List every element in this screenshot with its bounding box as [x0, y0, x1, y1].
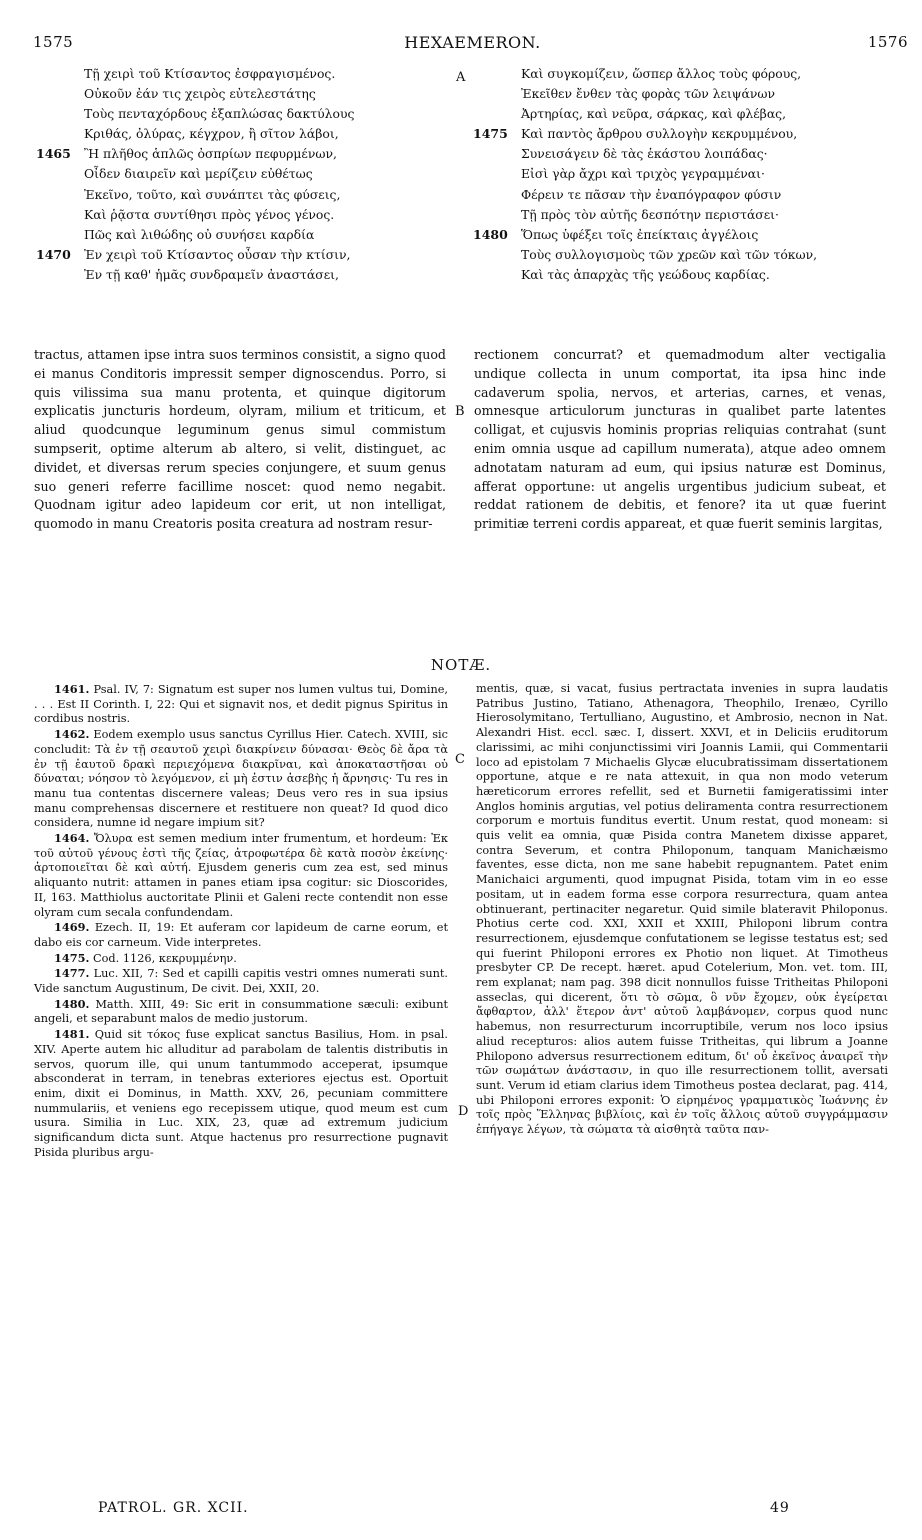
note-text: Ὄλυρα est semen medium inter frumentum, et hordeum: Ἐκ τοῦ αὐτοῦ γένους ἐστὶ τῆς ζείας, ἀτροφωτέρα δὲ κατὰ ποσὸν ἐκείνης· ἀρτοποιεῖται δὲ καὶ αὐτή. Ejusdem generis cum zea est, sed minus aliquanto nutrit: attamen in panes etiam ipsa cogitur: sic Dioscorides, II, 163. Matthiolus auctoritate Plinii et Galeni recte contendit non esse olyram cum secala confundendam.	[34, 832, 448, 919]
margin-marker-c: C	[455, 752, 465, 767]
margin-marker-d: D	[458, 1104, 469, 1119]
footer-volume: PATROL. GR. XCII.	[98, 1500, 249, 1516]
verse-line	[84, 185, 454, 205]
latin-paragraph: tractus, attamen ipse intra suos terminos consistit, a signo quod ei manus Conditoris impressit semper dignoscendus. Porro, si quis vilissima sua manu protenta, et quinque digitorum explicatis juncturis hordeum, olyram, milium et triticum, et aliud quodcunque leguminum genus simul commistum sumpserit, optime alterum ab altero, si velit, distinguet, ac dividet, et diversas rerum species conjungere, et suum genus suo generi referre facillime noscet: quod nemo negabit. Quodnam igitur adeo lapideum cor erit, ut non intelligat, quomodo in manu Creatoris posita creatura ad nostram resur-	[34, 347, 446, 532]
verse-text: Τῇ πρὸς τὸν αὐτῆς δεσπότην περιστάσει·	[521, 206, 779, 222]
verse-line	[36, 245, 454, 265]
note-text: Quid sit τόκος fuse explicat sanctus Basilius, Hom. in psal. XIV. Aperte autem hic alluditur ad parabolam de talentis distributis in servos, quorum ille, qui unum tantummodo acceperat, ipsumque absconderat in terram, in tenebras exteriores ejectus est. Oportuit enim, dixit ei Dominus, in Matth. XXV, 26, pecuniam committere nummulariis, et veniens ego recepissem utique, quod meum est cum usura. Similia in Luc. XIX, 23, quæ ad extremum judicium significandum dicta sunt. Atque hactenus pro resurrectione pugnavit Pisida pluribus argu-	[34, 1028, 449, 1159]
verse-text: Κριθάς, ὀλύρας, κέγχρον, ἢ σῖτον λάβοι,	[84, 126, 339, 142]
verse-line	[473, 225, 901, 245]
verse-line	[521, 64, 901, 84]
verse-line	[84, 225, 454, 245]
note-number: 1464.	[54, 831, 90, 846]
note-entry	[34, 727, 448, 831]
verse-text: Ἀρτηρίας, καὶ νεῦρα, σάρκας, καὶ φλέβας,	[521, 106, 787, 122]
notes-heading: NOTÆ.	[430, 656, 492, 674]
verse-text: Τοὺς συλλογισμοὺς τῶν χρεῶν καὶ τῶν τόκων,	[521, 246, 818, 262]
verse-text: Τῇ χειρὶ τοῦ Κτίσαντος ἐσφραγισμένος.	[84, 66, 336, 81]
note-text: Matth. XIII, 49: Sic erit in consummatione sæculi: exibunt angeli, et separabunt malos de medio justorum.	[34, 997, 449, 1026]
verse-text: Ἐν χειρὶ τοῦ Κτίσαντος οὖσαν τὴν κτίσιν,	[84, 246, 351, 262]
note-entry	[34, 997, 448, 1027]
verse-text: Τοὺς πενταχόρδους ἐξαπλώσας δακτύλους	[84, 106, 355, 122]
verse-number: 1475	[473, 126, 508, 142]
notes-column-right	[476, 682, 888, 1138]
verse-line	[84, 64, 454, 84]
notes-column-left	[34, 682, 448, 1161]
note-entry	[34, 682, 448, 727]
verse-line	[521, 245, 901, 265]
verse-text: Ἐκεῖθεν ἔνθεν τὰς φορὰς τῶν λειψάνων	[521, 86, 776, 102]
verse-line	[84, 104, 454, 124]
note-entry	[34, 831, 448, 920]
running-title: HEXAEMERON.	[404, 33, 541, 52]
note-text: Eodem exemplo usus sanctus Cyrillus Hier. Catech. XVIII, sic concludit: Τὰ ἐν τῇ σεαυτοῦ χειρὶ διακρίνειν δύνασαι· Θεὸς δὲ ἄρα τὰ ἐν τῇ ἑαυτοῦ δρακὶ περιεχόμενα διακρῖναι, καὶ ἀποκαταστῆσαι οὐ δύναται; νόησον τὸ λεγόμενον, εἰ μὴ ἐστιν ἀσεβὴς ἡ ἄρνησις· Tu res in manu tua contentas discernere valeas; Deus vero res in sua ipsius manu comprehensas discernere et restituere non queat? Id quod dico considera, numne id negare impium sit?	[34, 728, 448, 830]
note-text: Cod. 1126, κεκρυμμένην.	[92, 951, 237, 965]
verse-line	[521, 185, 901, 205]
page-header	[33, 33, 912, 53]
note-number: 1461.	[54, 682, 90, 696]
verse-text: Φέρειν τε πᾶσαν τὴν ἐναπόγραφον φύσιν	[521, 186, 782, 202]
note-text: Ezech. II, 19: Et auferam cor lapideum de carne eorum, et dabo eis cor carneum. Vide interpretes.	[34, 921, 449, 949]
note-entry	[34, 1027, 448, 1160]
verse-line	[84, 124, 454, 144]
note-entry	[34, 920, 448, 950]
verse-text: Συνεισάγειν δὲ τὰς ἑκάστου λοιπάδας·	[521, 146, 768, 162]
note-entry	[34, 966, 448, 996]
latin-translation-right	[474, 346, 886, 534]
latin-translation-left	[34, 346, 446, 534]
left-column-number: 1575	[33, 33, 74, 51]
verse-line	[84, 164, 454, 184]
verse-line	[521, 144, 901, 164]
note-entry	[34, 951, 448, 967]
note-number: 1481.	[54, 1027, 90, 1042]
verse-number: 1470	[36, 246, 71, 262]
verse-line	[521, 265, 901, 285]
note-number: 1480.	[54, 996, 90, 1011]
verse-line	[521, 205, 901, 225]
note-number: 1469.	[54, 920, 90, 935]
verse-text: Καὶ παντὸς ἄρθρου συλλογὴν κεκρυμμένου,	[521, 126, 798, 142]
note-continuation: mentis, quæ, si vacat, fusius pertractata invenies in supra laudatis Patribus Justino, Tatiano, Athenagora, Theophilo, Irenæo, Cyrillo Hierosolymitano, Tertulliano, Augustino, et Ambrosio, necnon in Nat. Alexandri Hist. eccl. sæc. I, dissert. XXVI, et in Deliciis eruditorum clarissimi, ac mihi conjunctissimi viri Joannis Lamii, qui Commentarii loco ad epistolam 7 Michaelis Glycæ elucubratissimam dissertationem opportune, atque e re nata attexuit, in qua non modo veterum hæreticorum errores refellit, sed et Burnetii famigeratissimi inter Anglos hominis argutias, vel potius deliramenta contra resurrectionem corporum e mortuis funditus evertit. Unum restat, quod moneam: si quis velit ea omnia, quæ Pisida contra Manetem dixisse apparet, contra Severum, et contra Philoponum, tanquam Manichæismo faventes, esse dicta, non me sane habebit repugnantem. Patet enim Manichaici argumenti, quod impugnat Pisida, totam vim in eo esse positam, ut in eadem forma esse corpora resurrectura, quam antea obtinuerant, pertinaciter negaretur. Quid simile blateravit Philoponus. Photius certe cod. XXI, XXII et XXIII, Philoponi librum contra resurrectionem, ejusdemque confutationem se legisse testatus est; sed qui fuerint Philoponi errores ex Photio non liquet. At Timotheus presbyter CP. De recept. hæret. apud Cotelerium, Mon. vet. tom. III, rem explanat; nam pag. 398 dicit nonnullos fuisse Tritheitas Philoponi asseclas, qui dicerent, ὅτι τὸ σῶμα, ὃ νῦν ἔχομεν, οὐκ ἐγείρεται ἄφθαρτον, ἀλλ' ἕτερον ἀντ' αὐτοῦ λαμβάνομεν, corpus quod nunc habemus, non resurrecturum incorruptibile, verum nos loco ipsius aliud recepturos: alios autem fuisse Tritheitas, qui librum a Joanne Philopono adversus resurrectionem editum, δι' οὗ ἐκεῖνος ἀναιρεῖ τὴν τῶν σωμάτων ἀνάστασιν, in quo ille resurrectionem tollit, aversati sunt. Verum id etiam clarius idem Timotheus postea declarat, pag. 414, ubi Philoponi errores exponit: Ὁ εἰρημένος γραμματικὸς Ἰωάννης ἐν τοῖς πρὸς Ἕλληνας βιβλίοις, καὶ ἐν τοῖς ἄλλοις αὐτοῦ συγγράμμασιν ἐπήγαγε λέγων, τὰ σώματα τὰ αἰσθητὰ ταῦτα παν-	[476, 682, 888, 1137]
verse-text: Οἶδεν διαιρεῖν καὶ μερίζειν εὐθέτως	[84, 166, 313, 182]
verse-text: Εἰσὶ γὰρ ἄχρι καὶ τριχὸς γεγραμμέναι·	[521, 166, 765, 182]
verse-line	[84, 205, 454, 225]
verse-text: Καὶ τὰς ἀπαρχὰς τῆς γεώδους καρδίας.	[521, 266, 770, 282]
right-column-number: 1576	[867, 33, 908, 51]
verse-text: Πῶς καὶ λιθώδης οὐ συνήσει καρδία	[84, 226, 315, 242]
verse-text: Καὶ ῥᾷστα συντίθησι πρὸς γένος γένος.	[84, 206, 335, 222]
note-text: Luc. XII, 7: Sed et capilli capitis vestri omnes numerati sunt. Vide sanctum Augustinum, De civit. Dei, XXII, 20.	[34, 967, 449, 996]
verse-line	[84, 265, 454, 285]
verse-text: Καὶ συγκομίζειν, ὥσπερ ἄλλος τοὺς φόρους,	[521, 66, 802, 81]
note-text: Psal. IV, 7: Signatum est super nos lumen vultus tui, Domine, . . . Est II Corinth. I, 22: Qui et signavit nos, et dedit pignus Spiritus in cordibus nostris.	[34, 683, 448, 726]
note-number: 1475.	[54, 950, 90, 965]
margin-marker-b: B	[455, 404, 465, 419]
verse-number: 1480	[473, 226, 508, 242]
greek-verses-right	[473, 64, 901, 285]
verse-line	[36, 144, 454, 164]
verse-line	[521, 164, 901, 184]
latin-paragraph: rectionem concurrat? et quemadmodum alter vectigalia undique collecta in unum comportat, ita ipsa hinc inde cadaverum spolia, nervos, et arterias, carnes, et venas, omnesque articulorum juncturas in qualibet parte latentes colligat, et cujusvis hominis proprias reliquias contrahat (sunt enim omnia usque ad capillum numerata), atque adeo omnem adnotatam naturam ad eum, qui ipsius naturæ est Dominus, afferat opportune: ut angelis urgentibus judicium subeat, et reddat rationem de debitis, et fenore? ita ut quæ fuerint primitiæ terreni cordis appareat, et quæ fuerit seminis largitas,	[474, 347, 886, 532]
verse-text: Ὅπως ὑφέξει τοῖς ἐπείκταις ἀγγέλοις	[521, 226, 759, 242]
verse-line	[84, 84, 454, 104]
note-number: 1462.	[54, 727, 90, 742]
greek-verses-left	[36, 64, 454, 285]
margin-marker-a: A	[456, 70, 466, 85]
verse-text: Ἐκεῖνο, τοῦτο, καὶ συνάπτει τὰς φύσεις,	[84, 186, 341, 202]
verse-text: Ἐν τῇ καθ' ἡμᾶς συνδραμεῖν ἀναστάσει,	[84, 266, 339, 282]
footer-signature: 49	[770, 1500, 790, 1516]
note-number: 1477.	[54, 966, 90, 981]
verse-text: Οὐκοῦν ἐάν τις χειρὸς εὐτελεστάτης	[84, 86, 316, 102]
verse-text: Ἢ πλῆθος ἁπλῶς ὀσπρίων πεφυρμένων,	[84, 146, 337, 162]
verse-line	[473, 124, 901, 144]
verse-line	[521, 104, 901, 124]
verse-line	[521, 84, 901, 104]
verse-number: 1465	[36, 146, 71, 162]
